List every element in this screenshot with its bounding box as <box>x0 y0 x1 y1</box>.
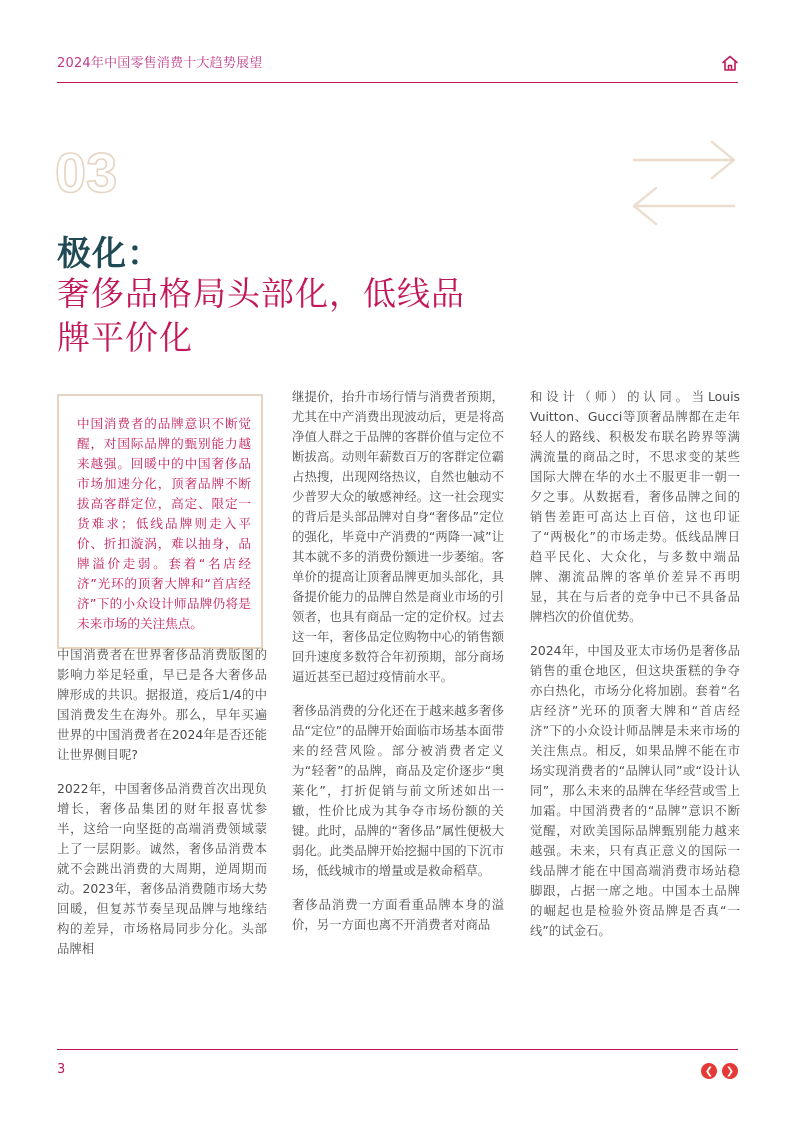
svg-text:03: 03 <box>55 141 118 200</box>
footer-divider <box>57 1049 738 1050</box>
header-divider <box>57 82 738 83</box>
paragraph: 继提价，抬升市场行情与消费者预期，尤其在中产消费出现波动后，更是将高净值人群之于品牌的客群价值与定位不断拔高。动则年薪数百万的客群定位霸占热搜，出现网络热议，自然也触动不少普罗大众的敏感神经。这一社会现实的背后是头部品牌对自身“奢侈品”定位的强化，毕竟中产消费的“两降一减”让其本就不多的消费份额进一步萎缩。客单价的提高让顶奢品牌更加头部化，具备提价能力的品牌自然是商业市场的引领者，也具有商品一定的定价权。过去这一年，奢侈品定位购物中心的销售额回升速度多数符合年初预期，部分商场逼近甚至已超过疫情前水平。 <box>292 389 504 684</box>
body-column-2 <box>292 387 504 949</box>
exchange-arrows-icon <box>628 138 740 228</box>
paragraph: 奢侈品消费一方面看重品牌本身的溢价，另一方面也离不开消费者对商品 <box>292 897 504 932</box>
prev-page-button[interactable] <box>701 1063 717 1079</box>
paragraph: 中国消费者在世界奢侈品消费版图的影响力举足轻重，早已是各大奢侈品牌形成的共识。据报道，疫后1/4的中国消费发生在海外。那么，早年买遍世界的中国消费者在2024年是否还能让世界侧目呢? <box>57 647 267 762</box>
section-subtitle: 奢侈品格局头部化，低线品牌平价化 <box>57 274 465 357</box>
page-number: 3 <box>57 1062 66 1077</box>
chevron-left-icon: ❮ <box>704 1065 714 1077</box>
section-number <box>55 140 145 200</box>
report-title: 2024年中国零售消费十大趋势展望 <box>57 56 263 71</box>
callout-text: 中国消费者的品牌意识不断觉醒，对国际品牌的甄别能力越来越强。回暖中的中国奢侈品市场加速分化，顶奢品牌不断拔高客群定位，高定、限定一货难求；低线品牌则走入平价、折扣漩涡，难以抽身，品牌溢价走弱。套着“名店经济”光环的顶奢大牌和“首店经济”下的小众设计师品牌仍将是未来市场的关注焦点。 <box>77 416 251 631</box>
body-column-1 <box>57 645 267 973</box>
home-icon[interactable] <box>721 54 739 72</box>
chevron-right-icon: ❯ <box>725 1065 735 1077</box>
paragraph: 奢侈品消费的分化还在于越来越多奢侈品“定位”的品牌开始面临市场基本面带来的经营风险。部分被消费者定义为“轻奢”的品牌，商品及定价逐步“奥莱化”，打折促销与前文所述如出一辙，性价比成为其争夺市场份额的关键。此时，品牌的“奢侈品”属性便极大弱化。此类品牌开始挖掘中国的下沉市场，低线城市的增量或是救命稻草。 <box>292 703 504 878</box>
section-title: 极化： <box>57 234 162 274</box>
paragraph: 2022年，中国奢侈品消费首次出现负增长，奢侈品集团的财年报喜忧参半，这给一向坚挺的高端消费领域蒙上了一层阴影。诚然，奢侈品消费本就不会跳出消费的大周期，逆周期而动。2023年，奢侈品消费随市场大势回暖，但复苏节奏呈现品牌与地缘结构的差异，市场格局同步分化。头部品牌相 <box>57 781 267 956</box>
body-column-3 <box>530 387 740 955</box>
paragraph: 和设计（师）的认同。当Louis Vuitton、Gucci等顶奢品牌都在走年轻人的路线、积极发布联名跨界等满满流量的商品之时，不思求变的某些国际大牌在华的水土不服更非一朝一夕之事。从数据看，奢侈品牌之间的销售差距可高达上百倍，这也印证了“两极化”的市场走势。低线品牌日趋平民化、大众化，与多数中端品牌、潮流品牌的客单价差异不再明显，其在与后者的竞争中已不具备品牌档次的价值优势。 <box>530 389 740 624</box>
paragraph: 2024年，中国及亚太市场仍是奢侈品销售的重仓地区，但这块蛋糕的争夺亦白热化，市场分化将加剧。套着“名店经济”光环的顶奢大牌和“首店经济”下的小众设计师品牌是未来市场的关注焦点。相反，如果品牌不能在市场实现消费者的“品牌认同”或“设计认同”，那么未来的品牌在华经营或雪上加霜。中国消费者的“品牌”意识不断觉醒，对欧美国际品牌甄别能力越来越强。未来，只有真正意义的国际一线品牌才能在中国高端消费市场站稳脚跟，占据一席之地。中国本土品牌的崛起也是检验外资品牌是否真“一线”的试金石。 <box>530 643 740 938</box>
summary-callout <box>57 394 263 649</box>
next-page-button[interactable] <box>722 1063 738 1079</box>
